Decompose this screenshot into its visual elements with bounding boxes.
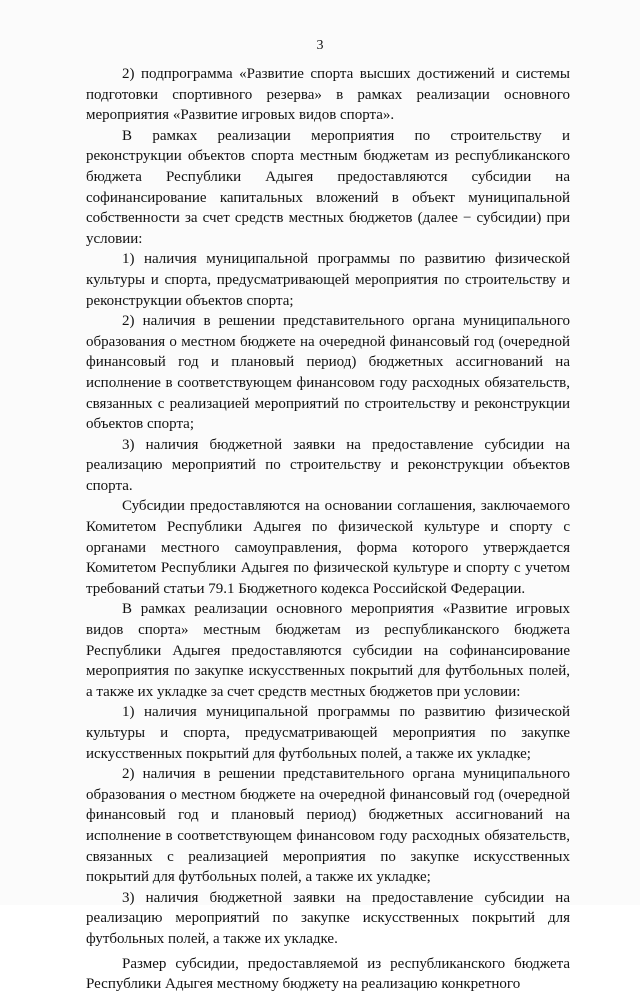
page-number: 3	[316, 38, 324, 53]
paragraph-football-condition-1: 1) наличия муниципальной программы по развитию физической культуры и спорта, предусматривающей мероприятия по закупке искусственных покрытий для футбольных полей, а также их укладке;	[86, 704, 570, 762]
paragraph-football-condition-2: 2) наличия в решении представительного органа муниципального образования о местном бюджете на очередной финансовый год (очередной финансовый год и плановый период) бюджетных ассигнований на исполнение в соответствующем финансовом году расходных обязательств, связанных с реализацией мероприятия по закупке искусственных покрытий для футбольных полей, а также их укладке;	[86, 766, 570, 886]
paragraph-condition-3: 3) наличия бюджетной заявки на предоставление субсидии на реализацию мероприятий по строительству и реконструкции объектов спорта.	[86, 436, 570, 494]
paragraph-agreement: Субсидии предоставляются на основании соглашения, заключаемого Комитетом Республики Адыгея по физической культуре и спорту с органами местного самоуправления, форма которого утверждается Комитетом Республики Адыгея по физической культуре и спорту с учетом требований статьи 79.1 Бюджетного кодекса Российской Федерации.	[86, 498, 570, 597]
paragraph-game-sports-subsidies: В рамках реализации основного мероприятия «Развитие игровых видов спорта» местным бюджетам из республиканского бюджета Республики Адыгея предоставляются субсидии на софинансирование мероприятия по закупке искусственных покрытий для футбольных полей, а также их укладке за счет средств местных бюджетов при условии:	[86, 601, 570, 700]
paragraph-subprogram-2: 2) подпрограмма «Развитие спорта высших достижений и системы подготовки спортивного резерва» в рамках реализации основного мероприятия «Развитие игровых видов спорта».	[86, 66, 570, 124]
paragraph-construction-subsidies: В рамках реализации мероприятия по строительству и реконструкции объектов спорта местным бюджетам из республиканского бюджета Республики Адыгея предоставляются субсидии на софинансирование капитальных вложений в объект муниципальной собственности за счет средств местных бюджетов (далее − субсидии) при условии:	[86, 127, 570, 247]
paragraph-condition-2: 2) наличия в решении представительного органа муниципального образования о местном бюджете на очередной финансовый год (очередной финансовый год и плановый период) бюджетных ассигнований на исполнение в соответствующем финансовом году расходных обязательств, связанных с реализацией мероприятий по строительству и реконструкции объектов спорта;	[86, 313, 570, 433]
paragraph-condition-1: 1) наличия муниципальной программы по развитию физической культуры и спорта, предусматривающей мероприятия по строительству и реконструкции объектов спорта;	[86, 251, 570, 309]
document-body	[86, 64, 570, 995]
paragraph-subsidy-size: Размер субсидии, предоставляемой из республиканского бюджета Республики Адыгея местному бюджету на реализацию конкретного	[86, 955, 570, 993]
paragraph-football-condition-3: 3) наличия бюджетной заявки на предоставление субсидии на реализацию мероприятий по закупке искусственных покрытий для футбольных полей, а также их укладке.	[86, 889, 570, 947]
